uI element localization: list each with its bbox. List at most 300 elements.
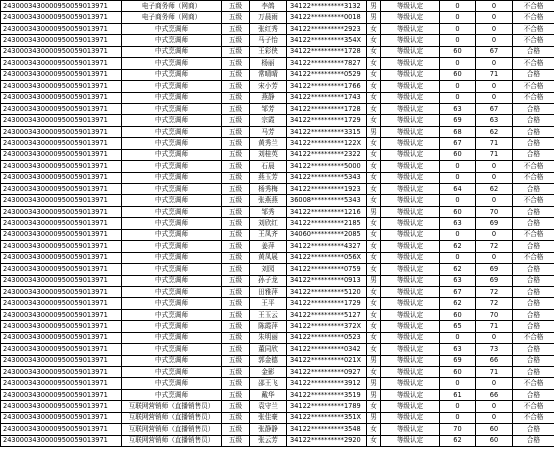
skill-score-cell: 73 bbox=[476, 344, 513, 355]
table-row bbox=[1, 218, 554, 229]
id-number-cell: 34122**********1743 bbox=[287, 92, 367, 103]
occupation-cell: 中式烹调师 bbox=[122, 367, 222, 378]
result-cell: 不合格 bbox=[513, 35, 554, 46]
name-cell: 孙子龙 bbox=[250, 275, 287, 286]
table-row bbox=[1, 138, 554, 149]
gender-cell: 男 bbox=[367, 206, 381, 217]
id-number-cell: 34122**********0913 bbox=[287, 275, 367, 286]
skill-score-cell: 0 bbox=[476, 81, 513, 92]
theory-score-cell: 67 bbox=[440, 138, 476, 149]
name-cell: 马芳 bbox=[250, 126, 287, 137]
gender-cell: 女 bbox=[367, 367, 381, 378]
theory-score-cell: 65 bbox=[440, 321, 476, 332]
registration-number-cell: 2430003430000950059013971 bbox=[1, 103, 122, 114]
id-number-cell: 34122**********3315 bbox=[287, 126, 367, 137]
table-row bbox=[1, 412, 554, 423]
result-cell: 合格 bbox=[513, 241, 554, 252]
assessment-type-cell: 等级认定 bbox=[381, 138, 440, 149]
skill-score-cell: 0 bbox=[476, 1, 513, 12]
table-row bbox=[1, 58, 554, 69]
skill-score-cell: 71 bbox=[476, 149, 513, 160]
name-cell: 张佳豪 bbox=[250, 412, 287, 423]
name-cell: 董同欣 bbox=[250, 344, 287, 355]
registration-number-cell: 2430003430000950059013971 bbox=[1, 149, 122, 160]
result-cell: 合格 bbox=[513, 367, 554, 378]
gender-cell: 男 bbox=[367, 389, 381, 400]
occupation-cell: 中式烹调师 bbox=[122, 298, 222, 309]
name-cell: 邹芳 bbox=[250, 103, 287, 114]
result-cell: 合格 bbox=[513, 286, 554, 297]
skill-score-cell: 71 bbox=[476, 367, 513, 378]
gender-cell: 女 bbox=[367, 401, 381, 412]
name-cell: 刘欣红 bbox=[250, 218, 287, 229]
gender-cell: 女 bbox=[367, 229, 381, 240]
theory-score-cell: 0 bbox=[440, 81, 476, 92]
occupation-cell: 互联网营销师（直播销售员） bbox=[122, 424, 222, 435]
theory-score-cell: 68 bbox=[440, 126, 476, 137]
registration-number-cell: 2430003430000950059013971 bbox=[1, 184, 122, 195]
name-cell: 刘桂英 bbox=[250, 149, 287, 160]
result-cell: 不合格 bbox=[513, 81, 554, 92]
assessment-type-cell: 等级认定 bbox=[381, 435, 440, 446]
gender-cell: 女 bbox=[367, 264, 381, 275]
id-number-cell: 34122**********1728 bbox=[287, 46, 367, 57]
table-row bbox=[1, 35, 554, 46]
table-row bbox=[1, 367, 554, 378]
occupation-cell: 中式烹调师 bbox=[122, 81, 222, 92]
skill-score-cell: 71 bbox=[476, 138, 513, 149]
assessment-type-cell: 等级认定 bbox=[381, 286, 440, 297]
name-cell: 王平 bbox=[250, 298, 287, 309]
gender-cell: 女 bbox=[367, 252, 381, 263]
occupation-cell: 中式烹调师 bbox=[122, 206, 222, 217]
skill-score-cell: 0 bbox=[476, 92, 513, 103]
level-cell: 五级 bbox=[222, 355, 250, 366]
skill-score-cell: 72 bbox=[476, 286, 513, 297]
assessment-type-cell: 等级认定 bbox=[381, 184, 440, 195]
registration-number-cell: 2430003430000950059013971 bbox=[1, 286, 122, 297]
id-number-cell: 34122**********2322 bbox=[287, 149, 367, 160]
level-cell: 五级 bbox=[222, 58, 250, 69]
occupation-cell: 中式烹调师 bbox=[122, 389, 222, 400]
table-row bbox=[1, 12, 554, 23]
id-number-cell: 34122**********5343 bbox=[287, 172, 367, 183]
assessment-type-cell: 等级认定 bbox=[381, 424, 440, 435]
registration-number-cell: 2430003430000950059013971 bbox=[1, 138, 122, 149]
theory-score-cell: 0 bbox=[440, 12, 476, 23]
registration-number-cell: 2430003430000950059013971 bbox=[1, 172, 122, 183]
registration-number-cell: 2430003430000950059013971 bbox=[1, 92, 122, 103]
theory-score-cell: 63 bbox=[440, 275, 476, 286]
id-number-cell: 34122**********1729 bbox=[287, 115, 367, 126]
assessment-type-cell: 等级认定 bbox=[381, 298, 440, 309]
skill-score-cell: 72 bbox=[476, 298, 513, 309]
level-cell: 五级 bbox=[222, 435, 250, 446]
name-cell: 陈霞萍 bbox=[250, 321, 287, 332]
id-number-cell: 36008**********5343 bbox=[287, 195, 367, 206]
skill-score-cell: 0 bbox=[476, 58, 513, 69]
gender-cell: 女 bbox=[367, 298, 381, 309]
assessment-type-cell: 等级认定 bbox=[381, 309, 440, 320]
name-cell: 宋小芳 bbox=[250, 81, 287, 92]
gender-cell: 女 bbox=[367, 58, 381, 69]
gender-cell: 女 bbox=[367, 92, 381, 103]
result-cell: 合格 bbox=[513, 389, 554, 400]
level-cell: 五级 bbox=[222, 332, 250, 343]
occupation-cell: 中式烹调师 bbox=[122, 264, 222, 275]
skill-score-cell: 71 bbox=[476, 321, 513, 332]
table-row bbox=[1, 172, 554, 183]
occupation-cell: 中式烹调师 bbox=[122, 172, 222, 183]
id-number-cell: 34122**********0342 bbox=[287, 344, 367, 355]
registration-number-cell: 2430003430000950059013971 bbox=[1, 401, 122, 412]
occupation-cell: 中式烹调师 bbox=[122, 58, 222, 69]
name-cell: 张云芳 bbox=[250, 435, 287, 446]
registration-number-cell: 2430003430000950059013971 bbox=[1, 298, 122, 309]
theory-score-cell: 61 bbox=[440, 389, 476, 400]
result-cell: 合格 bbox=[513, 344, 554, 355]
gender-cell: 男 bbox=[367, 412, 381, 423]
level-cell: 五级 bbox=[222, 367, 250, 378]
name-cell: 张红秀 bbox=[250, 23, 287, 34]
assessment-type-cell: 等级认定 bbox=[381, 195, 440, 206]
name-cell: 万晨雨 bbox=[250, 12, 287, 23]
result-cell: 不合格 bbox=[513, 252, 554, 263]
assessment-type-cell: 等级认定 bbox=[381, 321, 440, 332]
table-row bbox=[1, 149, 554, 160]
id-number-cell: 34122**********351X bbox=[287, 412, 367, 423]
gender-cell: 男 bbox=[367, 12, 381, 23]
level-cell: 五级 bbox=[222, 286, 250, 297]
level-cell: 五级 bbox=[222, 298, 250, 309]
result-cell: 不合格 bbox=[513, 23, 554, 34]
table-row bbox=[1, 252, 554, 263]
name-cell: 朱明丽 bbox=[250, 332, 287, 343]
theory-score-cell: 62 bbox=[440, 435, 476, 446]
gender-cell: 女 bbox=[367, 69, 381, 80]
name-cell: 黄秀兰 bbox=[250, 138, 287, 149]
occupation-cell: 中式烹调师 bbox=[122, 161, 222, 172]
skill-score-cell: 72 bbox=[476, 241, 513, 252]
theory-score-cell: 63 bbox=[440, 103, 476, 114]
gender-cell: 女 bbox=[367, 241, 381, 252]
table-row bbox=[1, 378, 554, 389]
assessment-type-cell: 等级认定 bbox=[381, 332, 440, 343]
id-number-cell: 34122**********1728 bbox=[287, 103, 367, 114]
skill-score-cell: 0 bbox=[476, 172, 513, 183]
level-cell: 五级 bbox=[222, 229, 250, 240]
occupation-cell: 中式烹调师 bbox=[122, 378, 222, 389]
gender-cell: 女 bbox=[367, 115, 381, 126]
name-cell: 燕静 bbox=[250, 92, 287, 103]
result-cell: 合格 bbox=[513, 184, 554, 195]
level-cell: 五级 bbox=[222, 12, 250, 23]
id-number-cell: 34122**********3132 bbox=[287, 1, 367, 12]
level-cell: 五级 bbox=[222, 184, 250, 195]
theory-score-cell: 70 bbox=[440, 424, 476, 435]
skill-score-cell: 67 bbox=[476, 103, 513, 114]
id-number-cell: 34122**********5127 bbox=[287, 309, 367, 320]
registration-number-cell: 2430003430000950059013971 bbox=[1, 115, 122, 126]
registration-number-cell: 2430003430000950059013971 bbox=[1, 367, 122, 378]
occupation-cell: 中式烹调师 bbox=[122, 23, 222, 34]
id-number-cell: 34122**********0523 bbox=[287, 332, 367, 343]
result-cell: 合格 bbox=[513, 275, 554, 286]
occupation-cell: 中式烹调师 bbox=[122, 46, 222, 57]
table-row bbox=[1, 264, 554, 275]
level-cell: 五级 bbox=[222, 241, 250, 252]
id-number-cell: 34122**********2923 bbox=[287, 23, 367, 34]
theory-score-cell: 0 bbox=[440, 58, 476, 69]
occupation-cell: 中式烹调师 bbox=[122, 92, 222, 103]
skill-score-cell: 70 bbox=[476, 309, 513, 320]
level-cell: 五级 bbox=[222, 172, 250, 183]
table-row bbox=[1, 103, 554, 114]
gender-cell: 女 bbox=[367, 321, 381, 332]
id-number-cell: 34122**********1766 bbox=[287, 81, 367, 92]
occupation-cell: 中式烹调师 bbox=[122, 321, 222, 332]
skill-score-cell: 0 bbox=[476, 252, 513, 263]
assessment-type-cell: 等级认定 bbox=[381, 103, 440, 114]
id-number-cell: 34122**********1216 bbox=[287, 206, 367, 217]
name-cell: 张燕燕 bbox=[250, 195, 287, 206]
theory-score-cell: 0 bbox=[440, 161, 476, 172]
assessment-type-cell: 等级认定 bbox=[381, 149, 440, 160]
theory-score-cell: 0 bbox=[440, 229, 476, 240]
level-cell: 五级 bbox=[222, 195, 250, 206]
id-number-cell: 34122**********3912 bbox=[287, 378, 367, 389]
name-cell: 张静静 bbox=[250, 424, 287, 435]
skill-score-cell: 0 bbox=[476, 12, 513, 23]
result-cell: 合格 bbox=[513, 206, 554, 217]
level-cell: 五级 bbox=[222, 46, 250, 57]
theory-score-cell: 62 bbox=[440, 241, 476, 252]
result-cell: 不合格 bbox=[513, 378, 554, 389]
occupation-cell: 中式烹调师 bbox=[122, 115, 222, 126]
registration-number-cell: 2430003430000950059013971 bbox=[1, 309, 122, 320]
occupation-cell: 中式烹调师 bbox=[122, 103, 222, 114]
name-cell: 刘园 bbox=[250, 264, 287, 275]
result-cell: 合格 bbox=[513, 309, 554, 320]
skill-score-cell: 62 bbox=[476, 184, 513, 195]
skill-score-cell: 66 bbox=[476, 355, 513, 366]
occupation-cell: 互联网营销师（直播销售员） bbox=[122, 435, 222, 446]
id-number-cell: 34122**********0927 bbox=[287, 367, 367, 378]
table-row bbox=[1, 69, 554, 80]
name-cell: 袁守兰 bbox=[250, 401, 287, 412]
occupation-cell: 中式烹调师 bbox=[122, 275, 222, 286]
result-cell: 合格 bbox=[513, 126, 554, 137]
level-cell: 五级 bbox=[222, 206, 250, 217]
skill-score-cell: 70 bbox=[476, 206, 513, 217]
gender-cell: 女 bbox=[367, 184, 381, 195]
theory-score-cell: 0 bbox=[440, 378, 476, 389]
registration-number-cell: 2430003430000950059013971 bbox=[1, 321, 122, 332]
assessment-type-cell: 等级认定 bbox=[381, 275, 440, 286]
id-number-cell: 34122**********354X bbox=[287, 35, 367, 46]
registration-number-cell: 2430003430000950059013971 bbox=[1, 241, 122, 252]
name-cell: 金影 bbox=[250, 367, 287, 378]
occupation-cell: 中式烹调师 bbox=[122, 69, 222, 80]
table-row bbox=[1, 321, 554, 332]
theory-score-cell: 0 bbox=[440, 92, 476, 103]
result-cell: 合格 bbox=[513, 424, 554, 435]
registration-number-cell: 2430003430000950059013971 bbox=[1, 1, 122, 12]
theory-score-cell: 60 bbox=[440, 69, 476, 80]
theory-score-cell: 60 bbox=[440, 46, 476, 57]
gender-cell: 男 bbox=[367, 1, 381, 12]
id-number-cell: 34122**********372X bbox=[287, 321, 367, 332]
name-cell: 田雅萍 bbox=[250, 286, 287, 297]
level-cell: 五级 bbox=[222, 321, 250, 332]
skill-score-cell: 60 bbox=[476, 435, 513, 446]
assessment-type-cell: 等级认定 bbox=[381, 252, 440, 263]
name-cell: 王凤齐 bbox=[250, 229, 287, 240]
result-cell: 不合格 bbox=[513, 172, 554, 183]
table-row bbox=[1, 344, 554, 355]
theory-score-cell: 64 bbox=[440, 184, 476, 195]
id-number-cell: 34122**********4327 bbox=[287, 241, 367, 252]
gender-cell: 女 bbox=[367, 35, 381, 46]
result-cell: 合格 bbox=[513, 298, 554, 309]
result-cell: 合格 bbox=[513, 138, 554, 149]
name-cell: 邵王飞 bbox=[250, 378, 287, 389]
name-cell: 燕玉芳 bbox=[250, 172, 287, 183]
result-cell: 不合格 bbox=[513, 161, 554, 172]
id-number-cell: 34122**********3519 bbox=[287, 389, 367, 400]
table-row bbox=[1, 81, 554, 92]
registration-number-cell: 2430003430000950059013971 bbox=[1, 435, 122, 446]
occupation-cell: 电子商务师（网商） bbox=[122, 1, 222, 12]
registration-number-cell: 2430003430000950059013971 bbox=[1, 229, 122, 240]
table-row bbox=[1, 309, 554, 320]
registration-number-cell: 2430003430000950059013971 bbox=[1, 264, 122, 275]
occupation-cell: 中式烹调师 bbox=[122, 286, 222, 297]
gender-cell: 女 bbox=[367, 332, 381, 343]
assessment-type-cell: 等级认定 bbox=[381, 69, 440, 80]
registration-number-cell: 2430003430000950059013971 bbox=[1, 206, 122, 217]
registration-number-cell: 2430003430000950059013971 bbox=[1, 412, 122, 423]
level-cell: 五级 bbox=[222, 424, 250, 435]
table-row bbox=[1, 195, 554, 206]
registration-number-cell: 2430003430000950059013971 bbox=[1, 23, 122, 34]
theory-score-cell: 60 bbox=[440, 149, 476, 160]
theory-score-cell: 62 bbox=[440, 298, 476, 309]
gender-cell: 男 bbox=[367, 378, 381, 389]
id-number-cell: 34122**********0018 bbox=[287, 12, 367, 23]
theory-score-cell: 60 bbox=[440, 367, 476, 378]
result-cell: 不合格 bbox=[513, 92, 554, 103]
theory-score-cell: 0 bbox=[440, 172, 476, 183]
table-row bbox=[1, 241, 554, 252]
gender-cell: 女 bbox=[367, 218, 381, 229]
level-cell: 五级 bbox=[222, 264, 250, 275]
registration-number-cell: 2430003430000950059013971 bbox=[1, 275, 122, 286]
id-number-cell: 34122**********5000 bbox=[287, 161, 367, 172]
gender-cell: 男 bbox=[367, 355, 381, 366]
name-cell: 石晨 bbox=[250, 161, 287, 172]
registration-number-cell: 2430003430000950059013971 bbox=[1, 126, 122, 137]
assessment-type-cell: 等级认定 bbox=[381, 92, 440, 103]
gender-cell: 女 bbox=[367, 195, 381, 206]
skill-score-cell: 66 bbox=[476, 389, 513, 400]
skill-score-cell: 0 bbox=[476, 332, 513, 343]
name-cell: 杨秀梅 bbox=[250, 184, 287, 195]
registration-number-cell: 2430003430000950059013971 bbox=[1, 69, 122, 80]
level-cell: 五级 bbox=[222, 92, 250, 103]
occupation-cell: 中式烹调师 bbox=[122, 344, 222, 355]
occupation-cell: 中式烹调师 bbox=[122, 355, 222, 366]
registration-number-cell: 2430003430000950059013971 bbox=[1, 12, 122, 23]
skill-score-cell: 0 bbox=[476, 161, 513, 172]
skill-score-cell: 0 bbox=[476, 195, 513, 206]
assessment-type-cell: 等级认定 bbox=[381, 206, 440, 217]
skill-score-cell: 69 bbox=[476, 275, 513, 286]
assessment-type-cell: 等级认定 bbox=[381, 12, 440, 23]
name-cell: 宗霞 bbox=[250, 115, 287, 126]
theory-score-cell: 62 bbox=[440, 264, 476, 275]
level-cell: 五级 bbox=[222, 23, 250, 34]
registration-number-cell: 2430003430000950059013971 bbox=[1, 344, 122, 355]
assessment-type-cell: 等级认定 bbox=[381, 126, 440, 137]
id-number-cell: 34122**********2920 bbox=[287, 435, 367, 446]
table-row bbox=[1, 229, 554, 240]
table-row bbox=[1, 92, 554, 103]
name-cell: 杨丽 bbox=[250, 58, 287, 69]
result-cell: 不合格 bbox=[513, 412, 554, 423]
occupation-cell: 中式烹调师 bbox=[122, 126, 222, 137]
result-cell: 不合格 bbox=[513, 401, 554, 412]
occupation-cell: 互联网营销师（直播销售员） bbox=[122, 401, 222, 412]
registration-number-cell: 2430003430000950059013971 bbox=[1, 252, 122, 263]
gender-cell: 女 bbox=[367, 344, 381, 355]
gender-cell: 男 bbox=[367, 275, 381, 286]
level-cell: 五级 bbox=[222, 401, 250, 412]
occupation-cell: 中式烹调师 bbox=[122, 138, 222, 149]
registration-number-cell: 2430003430000950059013971 bbox=[1, 355, 122, 366]
theory-score-cell: 0 bbox=[440, 332, 476, 343]
id-number-cell: 34122**********3548 bbox=[287, 424, 367, 435]
table-row bbox=[1, 424, 554, 435]
table-row bbox=[1, 23, 554, 34]
table-row bbox=[1, 332, 554, 343]
occupation-cell: 中式烹调师 bbox=[122, 218, 222, 229]
gender-cell: 女 bbox=[367, 149, 381, 160]
id-number-cell: 34060**********2085 bbox=[287, 229, 367, 240]
skill-score-cell: 0 bbox=[476, 229, 513, 240]
skill-score-cell: 0 bbox=[476, 412, 513, 423]
gender-cell: 女 bbox=[367, 435, 381, 446]
skill-score-cell: 0 bbox=[476, 35, 513, 46]
table-row bbox=[1, 355, 554, 366]
skill-score-cell: 0 bbox=[476, 378, 513, 389]
skill-score-cell: 67 bbox=[476, 46, 513, 57]
gender-cell: 女 bbox=[367, 286, 381, 297]
registration-number-cell: 2430003430000950059013971 bbox=[1, 58, 122, 69]
name-cell: 姜萍 bbox=[250, 241, 287, 252]
occupation-cell: 中式烹调师 bbox=[122, 332, 222, 343]
occupation-cell: 互联网营销师（直播销售员） bbox=[122, 412, 222, 423]
name-cell: 王玉云 bbox=[250, 309, 287, 320]
gender-cell: 女 bbox=[367, 103, 381, 114]
skill-score-cell: 69 bbox=[476, 264, 513, 275]
id-number-cell: 34122**********1923 bbox=[287, 184, 367, 195]
id-number-cell: 34122**********021X bbox=[287, 355, 367, 366]
name-cell: 戴华 bbox=[250, 389, 287, 400]
table-row bbox=[1, 389, 554, 400]
result-cell: 合格 bbox=[513, 149, 554, 160]
level-cell: 五级 bbox=[222, 218, 250, 229]
